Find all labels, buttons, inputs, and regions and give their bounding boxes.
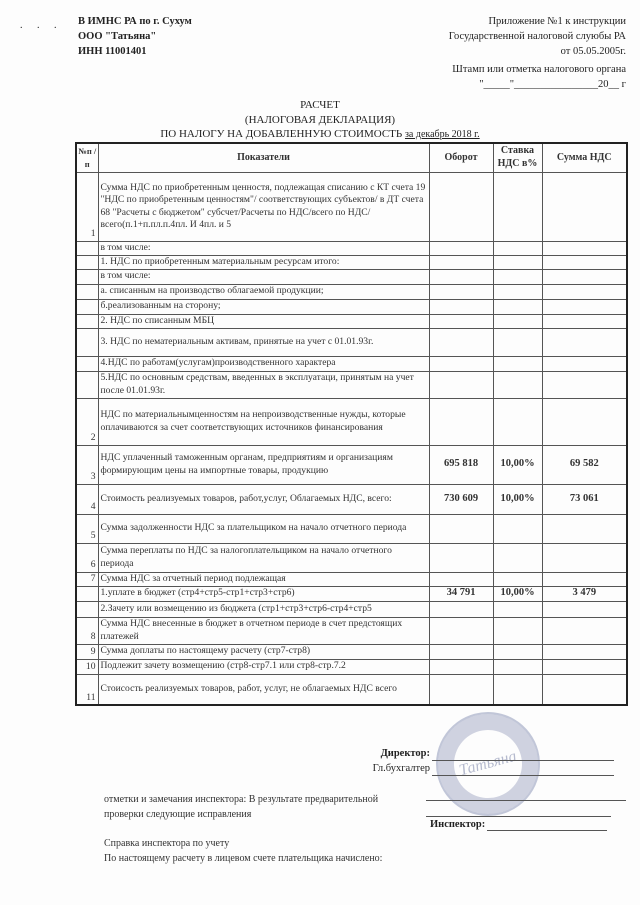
row-turnover: 730 609 — [429, 484, 493, 514]
row-number — [76, 371, 98, 398]
row-turnover — [429, 644, 493, 659]
row-turnover — [429, 674, 493, 705]
col-vat: Сумма НДС — [542, 143, 627, 172]
company-name: ООО "Татьяна" — [78, 31, 157, 42]
row-vat — [542, 299, 627, 314]
row-vat — [542, 314, 627, 328]
remarks-line — [426, 800, 626, 801]
col-turnover: Оборот — [429, 143, 493, 172]
doc-title: РАСЧЕТ — [300, 99, 340, 111]
table-row — [76, 601, 627, 617]
row-rate — [493, 328, 542, 356]
table-row — [76, 269, 627, 284]
table-row — [76, 371, 627, 398]
row-rate — [493, 299, 542, 314]
row-indicator: в том числе: — [98, 241, 429, 255]
row-rate — [493, 172, 542, 241]
row-vat — [542, 644, 627, 659]
table-row — [76, 514, 627, 543]
row-indicator: Сумма переплаты по НДС за налогоплательщиком на начало отчетного периода — [98, 543, 429, 572]
row-indicator: 2. НДС по списанным МБЦ — [98, 314, 429, 328]
row-indicator: а. списанным на производство облагаемой продукции; — [98, 284, 429, 299]
remarks-text: отметки и замечания инспектора: В результате предварительной — [104, 794, 379, 805]
row-rate — [493, 255, 542, 269]
row-rate — [493, 617, 542, 644]
row-turnover — [429, 299, 493, 314]
note-text: Справка инспектора по учету — [104, 838, 230, 849]
row-turnover — [429, 601, 493, 617]
row-indicator: 5.НДС по основным средствам, введенных в эксплуатаци, принятым на учет после 01.01.93г. — [98, 371, 429, 398]
row-number — [76, 586, 98, 601]
row-turnover — [429, 617, 493, 644]
inn: ИНН 11001401 — [78, 46, 147, 57]
row-vat: 3 479 — [542, 586, 627, 601]
row-vat — [542, 284, 627, 299]
row-turnover — [429, 314, 493, 328]
appendix-info — [449, 14, 626, 92]
row-indicator: НДС по материальнымценностям на непроизводственные нужды, которые оплачиваются за счет соответствующих источников финансирования — [98, 398, 429, 445]
row-turnover — [429, 356, 493, 371]
row-indicator: в том числе: — [98, 269, 429, 284]
row-number: 1 — [76, 172, 98, 241]
row-rate — [493, 314, 542, 328]
row-vat — [542, 543, 627, 572]
row-rate — [493, 284, 542, 299]
row-number — [76, 269, 98, 284]
row-turnover — [429, 255, 493, 269]
row-rate — [493, 514, 542, 543]
row-turnover: 695 818 — [429, 445, 493, 484]
inspector-label: Инспектор: — [430, 819, 486, 830]
row-number: 7 — [76, 572, 98, 586]
row-rate: 10,00% — [493, 586, 542, 601]
table-row — [76, 255, 627, 269]
row-number: 4 — [76, 484, 98, 514]
row-vat — [542, 659, 627, 674]
row-indicator: 1.уплате в бюджет (стр4+стр5-стр1+стр3+стр6) — [98, 586, 429, 601]
row-vat — [542, 398, 627, 445]
table-row — [76, 299, 627, 314]
row-indicator: 3. НДС по нематериальным активам, принятые на учет с 01.01.93г. — [98, 328, 429, 356]
doc-heading — [0, 127, 640, 142]
col-rate: Ставка НДС в% — [493, 143, 542, 172]
row-vat — [542, 617, 627, 644]
row-number — [76, 299, 98, 314]
row-rate — [493, 674, 542, 705]
row-vat — [542, 172, 627, 241]
row-turnover — [429, 172, 493, 241]
col-number: №п /п — [76, 143, 98, 172]
row-number — [76, 241, 98, 255]
row-rate — [493, 241, 542, 255]
table-row — [76, 398, 627, 445]
row-vat — [542, 269, 627, 284]
table-row — [76, 674, 627, 705]
row-turnover — [429, 328, 493, 356]
row-rate: 10,00% — [493, 484, 542, 514]
heading-text: ПО НАЛОГУ НА ДОБАВЛЕННУЮ СТОИМОСТЬ — [160, 128, 403, 140]
row-number — [76, 255, 98, 269]
row-number: 11 — [76, 674, 98, 705]
appendix-line: Приложение №1 к инструкции — [488, 16, 626, 27]
table-row — [76, 328, 627, 356]
row-turnover — [429, 514, 493, 543]
doc-subtitle: (НАЛОГОВАЯ ДЕКЛАРАЦИЯ) — [244, 114, 396, 126]
row-number: 2 — [76, 398, 98, 445]
vat-table — [75, 142, 628, 706]
tax-office: В ИМНС РА по г. Сухум — [78, 16, 192, 27]
inspector-note — [104, 836, 382, 866]
row-vat — [542, 572, 627, 586]
table-row — [76, 314, 627, 328]
row-number — [76, 284, 98, 299]
table-row — [76, 241, 627, 255]
row-indicator: Стоимость реализуемых товаров, работ,услуг, Облагаемых НДС, всего: — [98, 484, 429, 514]
row-rate — [493, 572, 542, 586]
row-turnover — [429, 269, 493, 284]
company-stamp: Татьяна — [424, 700, 551, 827]
row-number: 3 — [76, 445, 98, 484]
table-row — [76, 543, 627, 572]
stamp-label: Штамп или отметка налогового органа — [452, 64, 626, 75]
row-number: 10 — [76, 659, 98, 674]
row-rate — [493, 601, 542, 617]
row-vat — [542, 674, 627, 705]
scan-marks: . . . — [20, 20, 63, 31]
table-row — [76, 586, 627, 601]
row-indicator: Подлежит зачету возмещению (стр8-стр7.1 или стр8-стр.7.2 — [98, 659, 429, 674]
row-rate — [493, 644, 542, 659]
row-rate — [493, 543, 542, 572]
accountant-signature-line — [432, 775, 614, 776]
row-number — [76, 314, 98, 328]
row-indicator: б.реализованным на сторону; — [98, 299, 429, 314]
row-vat — [542, 601, 627, 617]
row-vat — [542, 328, 627, 356]
row-indicator: 1. НДС по приобретенным материальным ресурсам итого: — [98, 255, 429, 269]
director-label: Директор: — [380, 748, 430, 759]
row-vat — [542, 356, 627, 371]
row-vat — [542, 255, 627, 269]
row-turnover: 34 791 — [429, 586, 493, 601]
row-turnover — [429, 659, 493, 674]
inspector-remarks — [104, 792, 378, 822]
row-number — [76, 328, 98, 356]
row-rate — [493, 398, 542, 445]
row-rate — [493, 269, 542, 284]
col-indicators: Показатели — [98, 143, 429, 172]
row-vat — [542, 241, 627, 255]
row-turnover — [429, 543, 493, 572]
inspector-signature-line — [487, 830, 607, 831]
row-turnover — [429, 284, 493, 299]
row-indicator: Сумма доплаты по настоящему расчету (стр7-стр8) — [98, 644, 429, 659]
table-row — [76, 172, 627, 241]
row-number — [76, 356, 98, 371]
row-rate — [493, 356, 542, 371]
taxpayer-info — [78, 14, 192, 59]
row-number — [76, 601, 98, 617]
row-vat — [542, 371, 627, 398]
table-row — [76, 644, 627, 659]
row-vat — [542, 514, 627, 543]
table-row — [76, 284, 627, 299]
row-rate — [493, 659, 542, 674]
row-number: 6 — [76, 543, 98, 572]
table-header — [76, 143, 627, 172]
row-turnover — [429, 572, 493, 586]
row-indicator: Сумма НДС внесенные в бюджет в отчетном периоде в счет предстоящих платежей — [98, 617, 429, 644]
row-vat: 73 061 — [542, 484, 627, 514]
row-indicator: 4.НДС по работам(услугам)производственного характера — [98, 356, 429, 371]
row-turnover — [429, 398, 493, 445]
row-indicator: Стоисость реализуемых товаров, работ, услуг, не облагаемых НДС всего — [98, 674, 429, 705]
table-row — [76, 356, 627, 371]
period: за декабрь 2018 г. — [404, 129, 480, 140]
table-row — [76, 445, 627, 484]
row-vat: 69 582 — [542, 445, 627, 484]
row-indicator: Сумма задолженности НДС за плательщиком на начало отчетного периода — [98, 514, 429, 543]
row-indicator: Сумма НДС по приобретенным ценностя, подлежащая списанию с КТ счета 19 "НДС по приобретенным ценностям"/ соответствующих субъектов/ в ДТ счета 68 "Расчеты с бюджетом" субсчет/Расчеты по НДС/всего по НДС/всего(п.1+п.пл.п.4пл. И 4пл. и 5 — [98, 172, 429, 241]
row-turnover — [429, 241, 493, 255]
director-signature-line — [432, 760, 614, 761]
accountant-label: Гл.бухгалтер — [372, 763, 430, 774]
row-indicator: Сумма НДС за отчетный период подлежащая — [98, 572, 429, 586]
appendix-line: Государственной налоговой слуюбы РА — [448, 31, 626, 42]
note-text: По настоящему расчету в лицевом счете плательщика начислено: — [104, 853, 383, 864]
row-number: 5 — [76, 514, 98, 543]
remarks-line — [426, 816, 611, 817]
row-number: 8 — [76, 617, 98, 644]
date-blank: "_____"________________20__ г — [479, 79, 626, 90]
table-row — [76, 572, 627, 586]
row-rate — [493, 371, 542, 398]
row-indicator: 2.Зачету или возмещению из бюджета (стр1+стр3+стр6-стр4+стр5 — [98, 601, 429, 617]
remarks-text: проверки следующие исправления — [104, 809, 252, 820]
row-rate: 10,00% — [493, 445, 542, 484]
table-row — [76, 659, 627, 674]
table-row — [76, 484, 627, 514]
appendix-date: от 05.05.2005г. — [560, 46, 626, 57]
table-row — [76, 617, 627, 644]
row-number: 9 — [76, 644, 98, 659]
row-indicator: НДС уплаченный таможенным органам, предприятиям и организациям формирующим цены на импортные товары, продукцию — [98, 445, 429, 484]
row-turnover — [429, 371, 493, 398]
